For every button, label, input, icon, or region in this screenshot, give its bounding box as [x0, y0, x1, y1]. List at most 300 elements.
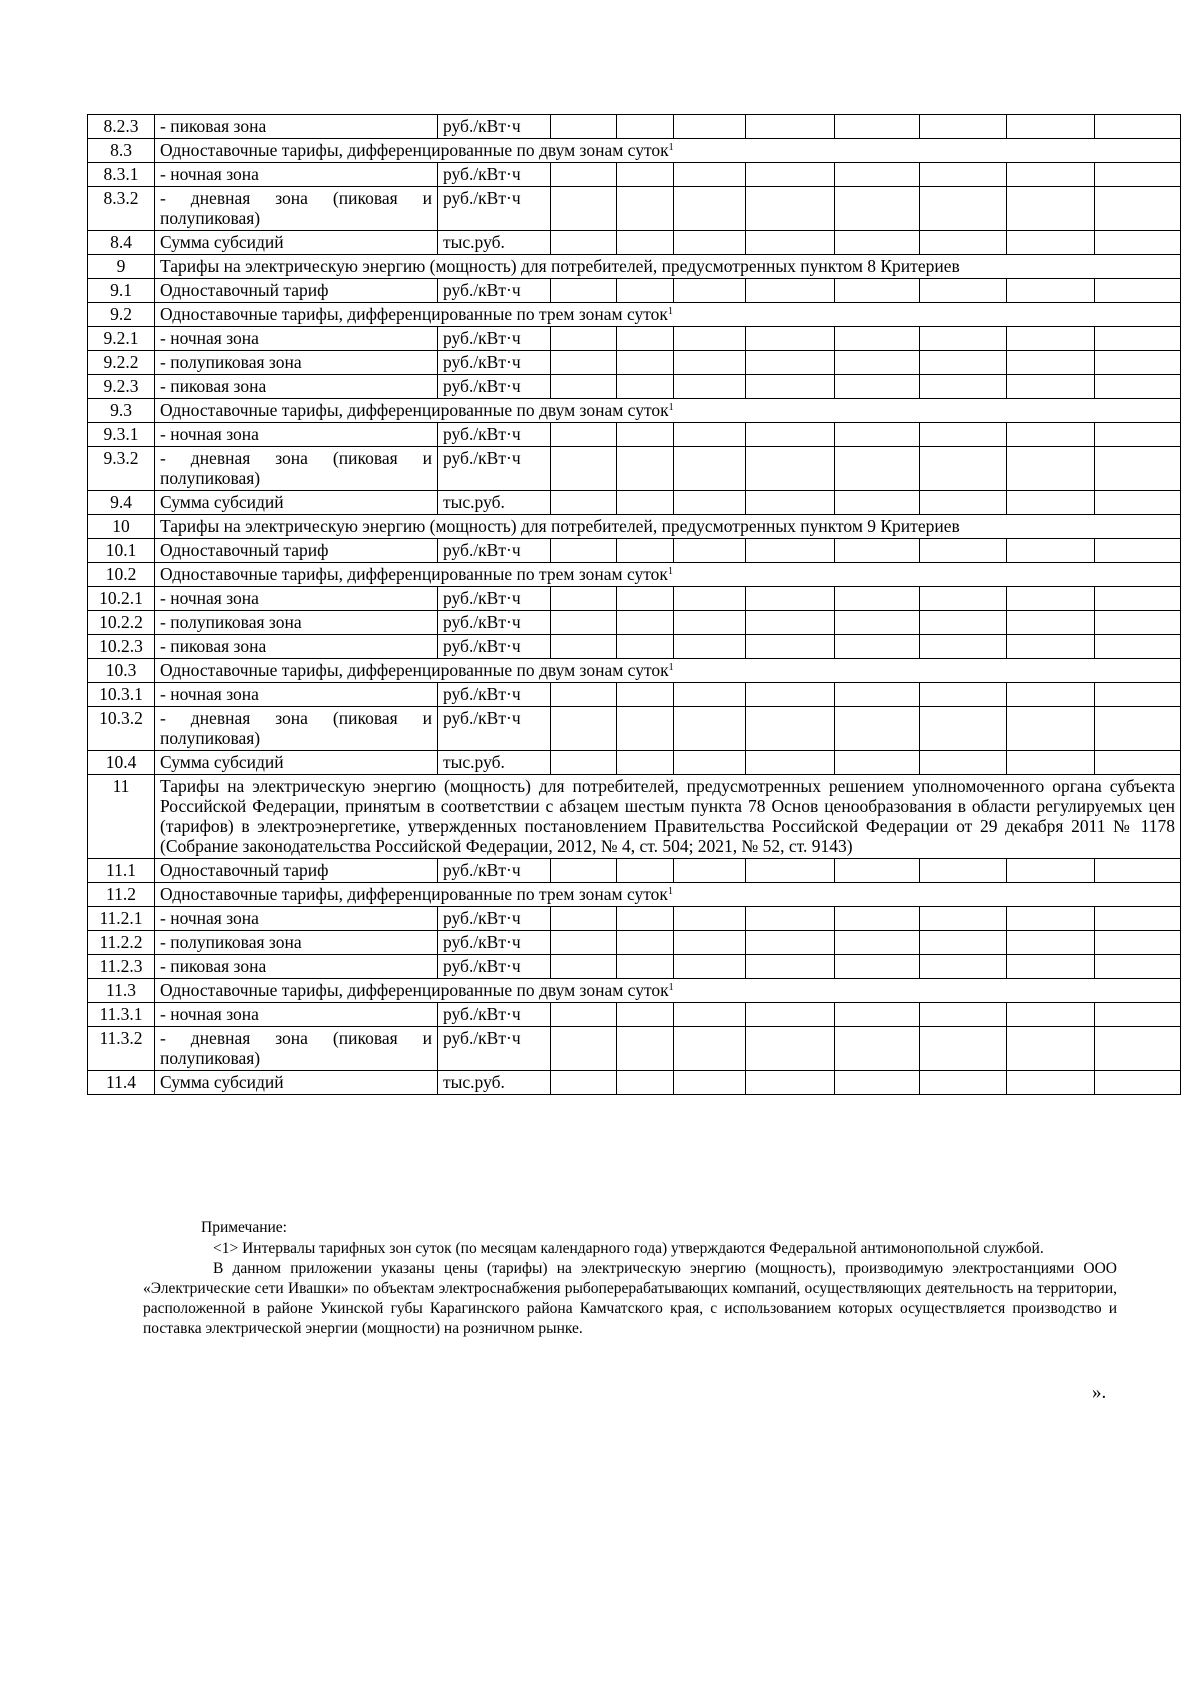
value-cell [674, 587, 746, 611]
value-cell [617, 587, 674, 611]
value-cell [1095, 447, 1181, 491]
row-label: Сумма субсидий [155, 751, 438, 775]
value-cell [617, 187, 674, 231]
table-row [88, 563, 1181, 587]
table-row [88, 751, 1181, 775]
value-cell [835, 955, 920, 979]
row-unit: руб./кВт·ч [438, 859, 551, 883]
value-cell [835, 279, 920, 303]
row-number: 10.3.1 [88, 683, 155, 707]
value-cell [1095, 1071, 1181, 1095]
value-cell [746, 115, 835, 139]
footnote-marker: 1 [667, 566, 673, 577]
value-cell [1095, 187, 1181, 231]
value-cell [617, 491, 674, 515]
row-unit: руб./кВт·ч [438, 279, 551, 303]
row-label: - полупиковая зона [155, 611, 438, 635]
row-number: 9.4 [88, 491, 155, 515]
value-cell [1095, 375, 1181, 399]
footnote-marker: 1 [668, 982, 674, 993]
value-cell [1007, 955, 1095, 979]
row-label: - пиковая зона [155, 955, 438, 979]
value-cell [551, 539, 617, 563]
value-cell [674, 931, 746, 955]
row-number: 10.2.3 [88, 635, 155, 659]
value-cell [835, 587, 920, 611]
tariff-table-body [88, 115, 1181, 1095]
row-label: - дневная зона (пиковая и полупиковая) [155, 447, 438, 491]
value-cell [674, 907, 746, 931]
section-heading-text: Одноставочные тарифы, дифференцированные по двум зонам суток [160, 980, 669, 1000]
value-cell [617, 707, 674, 751]
row-label: Сумма субсидий [155, 1071, 438, 1095]
value-cell [1007, 375, 1095, 399]
value-cell [1007, 447, 1095, 491]
section-heading-text: Одноставочные тарифы, дифференцированные по трем зонам суток [160, 564, 668, 584]
row-unit: руб./кВт·ч [438, 351, 551, 375]
value-cell [617, 115, 674, 139]
value-cell [746, 751, 835, 775]
value-cell [551, 635, 617, 659]
value-cell [1007, 1003, 1095, 1027]
row-label: - ночная зона [155, 683, 438, 707]
value-cell [617, 163, 674, 187]
value-cell [674, 611, 746, 635]
value-cell [835, 683, 920, 707]
value-cell [1095, 491, 1181, 515]
value-cell [1095, 635, 1181, 659]
footnote-marker: 1 [667, 306, 673, 317]
value-cell [835, 1027, 920, 1071]
value-cell [617, 635, 674, 659]
table-row [88, 979, 1181, 1003]
row-number: 10.2.2 [88, 611, 155, 635]
value-cell [674, 491, 746, 515]
value-cell [1095, 1027, 1181, 1071]
row-number: 11.2.3 [88, 955, 155, 979]
value-cell [551, 859, 617, 883]
value-cell [674, 231, 746, 255]
value-cell [746, 955, 835, 979]
table-row [88, 351, 1181, 375]
value-cell [920, 707, 1007, 751]
section-heading [155, 515, 1181, 539]
value-cell [674, 163, 746, 187]
row-label: Одноставочный тариф [155, 539, 438, 563]
row-unit: руб./кВт·ч [438, 163, 551, 187]
value-cell [1095, 115, 1181, 139]
value-cell [746, 539, 835, 563]
section-heading [155, 659, 1181, 683]
value-cell [674, 751, 746, 775]
table-row [88, 1071, 1181, 1095]
value-cell [1007, 327, 1095, 351]
value-cell [674, 707, 746, 751]
value-cell [617, 1071, 674, 1095]
row-number: 8.4 [88, 231, 155, 255]
table-row [88, 163, 1181, 187]
value-cell [1007, 635, 1095, 659]
value-cell [617, 423, 674, 447]
value-cell [746, 231, 835, 255]
value-cell [920, 327, 1007, 351]
table-row [88, 303, 1181, 327]
value-cell [835, 751, 920, 775]
value-cell [674, 1003, 746, 1027]
value-cell [746, 859, 835, 883]
value-cell [920, 163, 1007, 187]
section-heading-text: Одноставочные тарифы, дифференцированные по трем зонам суток [160, 304, 668, 324]
row-unit: руб./кВт·ч [438, 1003, 551, 1027]
row-label: - полупиковая зона [155, 931, 438, 955]
row-label: - ночная зона [155, 907, 438, 931]
row-number: 11.2.2 [88, 931, 155, 955]
value-cell [835, 1003, 920, 1027]
value-cell [835, 491, 920, 515]
value-cell [1095, 327, 1181, 351]
value-cell [835, 539, 920, 563]
value-cell [1007, 931, 1095, 955]
value-cell [920, 1003, 1007, 1027]
row-number: 9.2 [88, 303, 155, 327]
value-cell [1007, 683, 1095, 707]
table-row [88, 1003, 1181, 1027]
value-cell [746, 1003, 835, 1027]
note-description: В данном приложении указаны цены (тарифы) на электрическую энергию (мощность), производимую электростанциями ООО «Электрические сети Ивашки» по объектам электроснабжения рыбоперерабатывающих компаний, осуществляющих деятельность на территории, расположенной в районе Укинской губы Карагинского района Камчатского края, с использованием которых осуществляется производство и поставка электрической энергии (мощности) на розничном рынке. [143, 1260, 1117, 1337]
row-number: 9.1 [88, 279, 155, 303]
table-row [88, 859, 1181, 883]
value-cell [835, 163, 920, 187]
row-unit: тыс.руб. [438, 751, 551, 775]
section-heading [155, 563, 1181, 587]
value-cell [746, 187, 835, 231]
value-cell [617, 539, 674, 563]
value-cell [617, 1027, 674, 1071]
section-heading [155, 979, 1181, 1003]
value-cell [1095, 539, 1181, 563]
row-label: - дневная зона (пиковая и полупиковая) [155, 707, 438, 751]
value-cell [835, 707, 920, 751]
row-number: 9.2.3 [88, 375, 155, 399]
value-cell [920, 187, 1007, 231]
value-cell [1007, 491, 1095, 515]
row-unit: руб./кВт·ч [438, 327, 551, 351]
value-cell [746, 635, 835, 659]
row-number: 11 [88, 775, 155, 859]
row-number: 10.4 [88, 751, 155, 775]
value-cell [920, 683, 1007, 707]
row-unit: руб./кВт·ч [438, 115, 551, 139]
value-cell [674, 859, 746, 883]
value-cell [1095, 423, 1181, 447]
value-cell [746, 327, 835, 351]
row-unit: руб./кВт·ч [438, 539, 551, 563]
value-cell [746, 907, 835, 931]
value-cell [920, 587, 1007, 611]
value-cell [746, 351, 835, 375]
row-number: 9.3 [88, 399, 155, 423]
section-heading-text: Одноставочные тарифы, дифференцированные по трем зонам суток [160, 884, 668, 904]
row-number: 9 [88, 255, 155, 279]
value-cell [617, 447, 674, 491]
notes-section [143, 1218, 1117, 1339]
value-cell [920, 931, 1007, 955]
value-cell [551, 1027, 617, 1071]
value-cell [746, 423, 835, 447]
table-row [88, 931, 1181, 955]
row-number: 11.1 [88, 859, 155, 883]
row-number: 10.3 [88, 659, 155, 683]
value-cell [551, 907, 617, 931]
table-row [88, 491, 1181, 515]
row-number: 11.3.2 [88, 1027, 155, 1071]
value-cell [1095, 683, 1181, 707]
value-cell [551, 611, 617, 635]
row-unit: руб./кВт·ч [438, 611, 551, 635]
value-cell [674, 327, 746, 351]
row-number: 10.3.2 [88, 707, 155, 751]
value-cell [920, 859, 1007, 883]
table-row [88, 423, 1181, 447]
value-cell [617, 907, 674, 931]
value-cell [746, 447, 835, 491]
row-label: Сумма субсидий [155, 491, 438, 515]
row-unit: тыс.руб. [438, 231, 551, 255]
value-cell [617, 611, 674, 635]
value-cell [1095, 907, 1181, 931]
row-number: 10.2 [88, 563, 155, 587]
row-label: - ночная зона [155, 1003, 438, 1027]
value-cell [551, 351, 617, 375]
row-unit: руб./кВт·ч [438, 375, 551, 399]
value-cell [1095, 611, 1181, 635]
value-cell [920, 751, 1007, 775]
value-cell [551, 707, 617, 751]
footnote-marker: 1 [668, 402, 674, 413]
table-row [88, 375, 1181, 399]
value-cell [617, 327, 674, 351]
value-cell [1095, 707, 1181, 751]
value-cell [674, 447, 746, 491]
value-cell [920, 1027, 1007, 1071]
row-label: - пиковая зона [155, 115, 438, 139]
table-row [88, 399, 1181, 423]
value-cell [835, 187, 920, 231]
value-cell [920, 1071, 1007, 1095]
value-cell [1007, 539, 1095, 563]
value-cell [551, 327, 617, 351]
row-unit: руб./кВт·ч [438, 635, 551, 659]
value-cell [920, 539, 1007, 563]
value-cell [1095, 955, 1181, 979]
table-row [88, 883, 1181, 907]
value-cell [746, 1027, 835, 1071]
row-label: - полупиковая зона [155, 351, 438, 375]
row-number: 11.3 [88, 979, 155, 1003]
tariff-table [87, 114, 1181, 1095]
table-row [88, 139, 1181, 163]
row-label: - дневная зона (пиковая и полупиковая) [155, 187, 438, 231]
value-cell [674, 1027, 746, 1071]
row-label: Сумма субсидий [155, 231, 438, 255]
value-cell [920, 279, 1007, 303]
value-cell [674, 1071, 746, 1095]
value-cell [617, 931, 674, 955]
value-cell [1007, 115, 1095, 139]
footnote-marker: 1 [668, 142, 674, 153]
value-cell [835, 231, 920, 255]
section-heading-text: Тарифы на электрическую энергию (мощность) для потребителей, предусмотренных пунктом 9 Критериев [160, 516, 960, 536]
section-heading [155, 139, 1181, 163]
value-cell [920, 635, 1007, 659]
value-cell [746, 279, 835, 303]
value-cell [835, 859, 920, 883]
value-cell [617, 683, 674, 707]
value-cell [920, 115, 1007, 139]
row-unit: руб./кВт·ч [438, 187, 551, 231]
value-cell [674, 279, 746, 303]
section-heading-text: Тарифы на электрическую энергию (мощность) для потребителей, предусмотренных решением уполномоченного органа субъекта Российской Федерации, принятым в соответствии с абзацем шестым пункта 78 Основ ценообразования в области регулируемых цен (тарифов) в электроэнергетике, утвержденных постановлением Правительства Российской Федерации от 29 декабря 2011 № 1178 (Собрание законодательства Российской Федерации, 2012, № 4, ст. 504; 2021, № 52, ст. 9143) [160, 776, 1175, 856]
value-cell [1007, 707, 1095, 751]
table-row [88, 683, 1181, 707]
row-number: 10.2.1 [88, 587, 155, 611]
value-cell [1007, 187, 1095, 231]
value-cell [617, 231, 674, 255]
value-cell [746, 375, 835, 399]
footnote-marker: 1 [667, 886, 673, 897]
value-cell [835, 635, 920, 659]
section-heading-text: Одноставочные тарифы, дифференцированные по двум зонам суток [160, 140, 669, 160]
value-cell [920, 375, 1007, 399]
row-unit: тыс.руб. [438, 1071, 551, 1095]
notes-title: Примечание: [201, 1219, 287, 1236]
value-cell [920, 231, 1007, 255]
row-label: - ночная зона [155, 423, 438, 447]
section-heading-text: Одноставочные тарифы, дифференцированные по двум зонам суток [160, 660, 669, 680]
row-number: 9.3.2 [88, 447, 155, 491]
value-cell [674, 423, 746, 447]
table-row [88, 255, 1181, 279]
value-cell [746, 931, 835, 955]
row-unit: руб./кВт·ч [438, 587, 551, 611]
value-cell [1007, 163, 1095, 187]
value-cell [551, 279, 617, 303]
table-row [88, 659, 1181, 683]
table-row [88, 115, 1181, 139]
row-label: Одноставочный тариф [155, 279, 438, 303]
table-row [88, 907, 1181, 931]
value-cell [1095, 751, 1181, 775]
value-cell [551, 491, 617, 515]
value-cell [1095, 1003, 1181, 1027]
row-unit: руб./кВт·ч [438, 931, 551, 955]
value-cell [746, 491, 835, 515]
row-number: 11.2 [88, 883, 155, 907]
value-cell [835, 611, 920, 635]
table-row [88, 955, 1181, 979]
table-row [88, 327, 1181, 351]
table-row [88, 447, 1181, 491]
row-unit: руб./кВт·ч [438, 447, 551, 491]
row-number: 11.2.1 [88, 907, 155, 931]
value-cell [746, 587, 835, 611]
value-cell [617, 375, 674, 399]
value-cell [617, 955, 674, 979]
value-cell [551, 375, 617, 399]
value-cell [617, 751, 674, 775]
value-cell [1007, 1071, 1095, 1095]
value-cell [551, 683, 617, 707]
row-unit: руб./кВт·ч [438, 683, 551, 707]
value-cell [551, 447, 617, 491]
note-footnote: <1> Интервалы тарифных зон суток (по месяцам календарного года) утверждаются Федеральной антимонопольной службой. [213, 1240, 1044, 1257]
value-cell [1095, 859, 1181, 883]
value-cell [551, 1003, 617, 1027]
row-number: 9.2.1 [88, 327, 155, 351]
row-unit: руб./кВт·ч [438, 423, 551, 447]
value-cell [835, 447, 920, 491]
value-cell [1007, 231, 1095, 255]
table-row [88, 231, 1181, 255]
value-cell [551, 931, 617, 955]
value-cell [1007, 859, 1095, 883]
value-cell [920, 351, 1007, 375]
row-label: Одноставочный тариф [155, 859, 438, 883]
value-cell [746, 163, 835, 187]
value-cell [835, 907, 920, 931]
value-cell [551, 231, 617, 255]
value-cell [746, 611, 835, 635]
row-number: 9.2.2 [88, 351, 155, 375]
value-cell [746, 707, 835, 751]
value-cell [674, 187, 746, 231]
table-row [88, 187, 1181, 231]
row-number: 11.4 [88, 1071, 155, 1095]
table-row [88, 707, 1181, 751]
value-cell [1007, 751, 1095, 775]
value-cell [551, 187, 617, 231]
value-cell [1007, 351, 1095, 375]
table-row [88, 1027, 1181, 1071]
value-cell [551, 587, 617, 611]
table-row [88, 279, 1181, 303]
value-cell [746, 1071, 835, 1095]
value-cell [746, 683, 835, 707]
row-label: - пиковая зона [155, 635, 438, 659]
section-heading [155, 399, 1181, 423]
row-number: 9.3.1 [88, 423, 155, 447]
section-heading [155, 883, 1181, 907]
value-cell [674, 351, 746, 375]
value-cell [551, 955, 617, 979]
row-label: - ночная зона [155, 163, 438, 187]
value-cell [674, 375, 746, 399]
value-cell [920, 611, 1007, 635]
value-cell [835, 327, 920, 351]
value-cell [1095, 931, 1181, 955]
row-number: 8.3 [88, 139, 155, 163]
value-cell [551, 751, 617, 775]
value-cell [1007, 611, 1095, 635]
row-number: 11.3.1 [88, 1003, 155, 1027]
value-cell [674, 539, 746, 563]
row-unit: руб./кВт·ч [438, 1027, 551, 1071]
section-heading [155, 255, 1181, 279]
value-cell [551, 423, 617, 447]
table-row [88, 587, 1181, 611]
value-cell [1095, 351, 1181, 375]
value-cell [835, 351, 920, 375]
